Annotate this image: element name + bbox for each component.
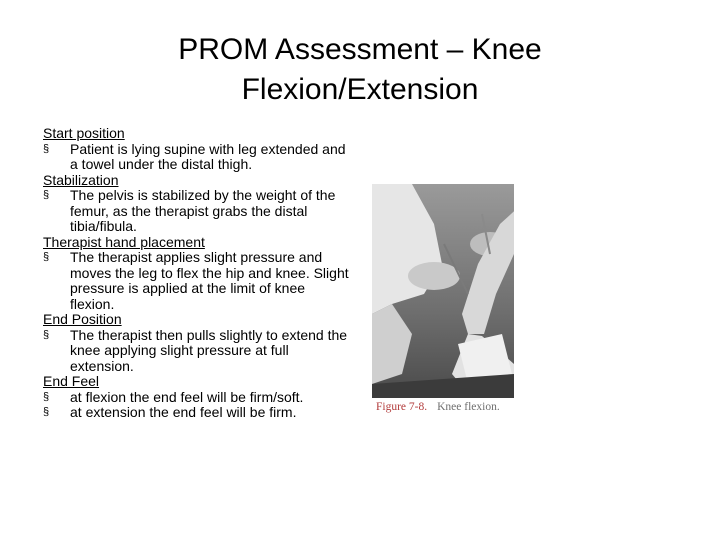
bullet-end-feel-flexion [43, 390, 353, 406]
section-heading-stabilization: Stabilization [43, 171, 119, 188]
section-heading-end-feel: End Feel [43, 373, 100, 389]
photo-illustration [372, 184, 514, 398]
figure-caption-text: Knee flexion. [437, 401, 500, 413]
bullet-start-position [43, 142, 353, 173]
section-heading-hand-placement: Therapist hand placement [43, 233, 205, 250]
bullet-text: The therapist applies slight pressure and moves the leg to flex the hip and knee. Slight pressure is applied at the limit of knee flexion. [70, 249, 349, 312]
section-heading-end-position: End Position [43, 311, 122, 327]
therapist-hand-upper [408, 262, 460, 290]
bullet-text: at flexion the end feel will be firm/soft. [70, 388, 304, 405]
bullet-marker: § [43, 406, 50, 418]
figure-caption [376, 401, 536, 413]
slide-title-line-1: PROM Assessment – Knee [178, 33, 542, 66]
bullet-marker: § [43, 328, 50, 341]
bullet-text: The therapist then pulls slightly to extend the knee applying slight pressure at full extension. [70, 326, 348, 374]
slide-title-line-2: Flexion/Extension [241, 73, 479, 106]
figure-number: Figure 7-8. [376, 401, 428, 413]
bullet-marker: § [43, 189, 50, 201]
bullet-marker: § [43, 142, 50, 155]
slide-title [100, 30, 620, 110]
bullet-end-feel-extension [43, 405, 353, 421]
bullet-hand-placement [43, 250, 353, 312]
bullet-end-position [43, 328, 353, 375]
bullet-stabilization [43, 188, 353, 235]
knee-flexion-photo [372, 184, 514, 398]
bullet-text: Patient is lying supine with leg extended and a towel under the distal thigh. [70, 140, 346, 172]
section-heading-start-position: Start position [43, 125, 125, 141]
bullet-marker: § [43, 251, 50, 263]
bullet-text: at extension the end feel will be firm. [70, 404, 297, 420]
bullet-marker: § [43, 390, 50, 403]
bullet-text: The pelvis is stabilized by the weight of the femur, as the therapist grabs the distal tibia/fibula. [70, 187, 336, 234]
slide-body [43, 126, 353, 421]
